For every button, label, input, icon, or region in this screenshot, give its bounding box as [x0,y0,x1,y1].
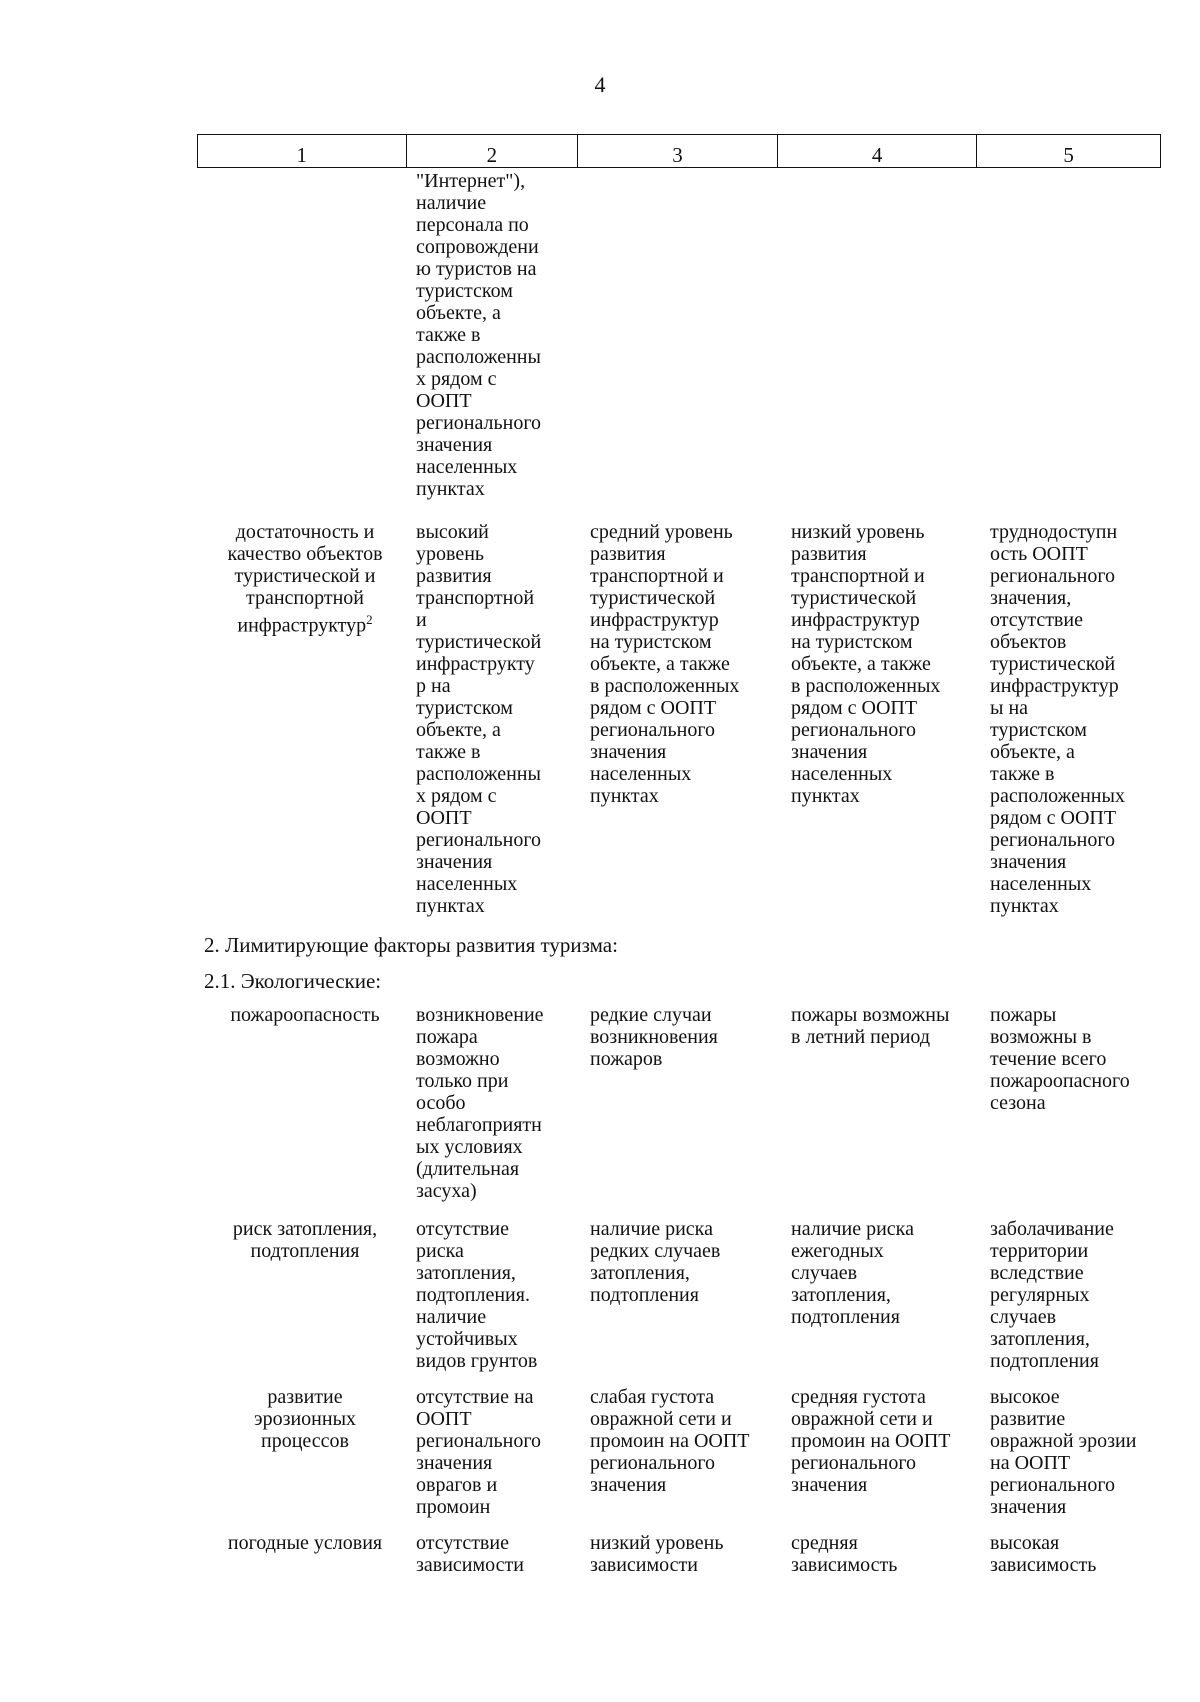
section-heading-2-1: 2.1. Экологические: [204,969,382,993]
header-col-2: 2 [407,135,579,167]
level-4-cell: высокое развитие овражной эрозии на ООПТ регионального значения [990,1386,1137,1518]
level-1-cell: отсутствие риска затопления, подтопления. наличие устойчивых видов грунтов [416,1218,538,1372]
level-3-cell: наличие риска ежегодных случаев затопления, подтопления [791,1218,914,1328]
level-1-cell: отсутствие зависимости [416,1532,524,1576]
level-3-cell: средняя зависимость [791,1532,898,1576]
level-4-cell: высокая зависимость [990,1532,1097,1576]
level-4-cell: труднодоступн ость ООПТ регионального значения, отсутствие объектов туристической инфраструктур ы на туристском объекте, а также в расположенных рядом с ООПТ регионального значения населенных пунктах [990,521,1125,917]
criterion-cell: развитие эрозионных процессов [253,1386,357,1452]
criterion-cell: риск затопления, подтопления [232,1218,378,1262]
level-4-cell: заболачивание территории вследствие регулярных случаев затопления, подтопления [990,1218,1114,1372]
criterion-cell: погодные условия [227,1532,383,1554]
level-2-cell: низкий уровень зависимости [590,1532,724,1576]
level-2-cell: слабая густота овражной сети и промоин на ООПТ регионального значения [590,1386,750,1496]
criterion-cell: пожароопасность [230,1004,380,1026]
level-1-cell: высокий уровень развития транспортной и туристической инфраструкту р на туристском объекте, а также в расположенны х рядом с ООПТ регионального значения населенных пунктах [416,521,542,917]
level-3-cell: низкий уровень развития транспортной и туристической инфраструктур на туристском объекте, а также в расположенных рядом с ООПТ регионального значения населенных пунктах [791,521,941,807]
level-2-cell: редкие случаи возникновения пожаров [590,1004,718,1070]
level-1-cell: возникновение пожара возможно только при особо неблагоприятн ых условиях (длительная засуха) [416,1004,544,1202]
level-1-cell: отсутствие на ООПТ регионального значения оврагов и промоин [416,1386,542,1518]
table-header [197,134,1161,168]
level-3-cell: пожары возможны в летний период [791,1004,950,1048]
header-col-3: 3 [578,135,778,167]
page-number: 4 [594,72,606,97]
level-2-cell: наличие риска редких случаев затопления, подтопления [590,1218,721,1306]
level-4-cell: пожары возможны в течение всего пожароопасного сезона [990,1004,1130,1114]
footnote-mark: 2 [366,612,373,627]
section-heading-2: 2. Лимитирующие факторы развития туризма: [204,933,618,957]
level-3-cell: средняя густота овражной сети и промоин на ООПТ регионального значения [791,1386,951,1496]
criterion-text: достаточность и качество объектов туристической и транспортной инфраструктур [227,521,383,637]
header-col-1: 1 [198,135,407,167]
header-col-4: 4 [778,135,978,167]
level-2-cell: средний уровень развития транспортной и туристической инфраструктур на туристском объекте, а также в расположенных рядом с ООПТ регионального значения населенных пунктах [590,521,740,807]
criterion-cell [207,521,403,637]
header-col-5: 5 [1063,143,1074,167]
cell-continuation: "Интернет"), наличие персонала по сопровождени ю туристов на туристском объекте, а также в расположенны х рядом с ООПТ регионального значения населенных пунктах [416,170,542,500]
